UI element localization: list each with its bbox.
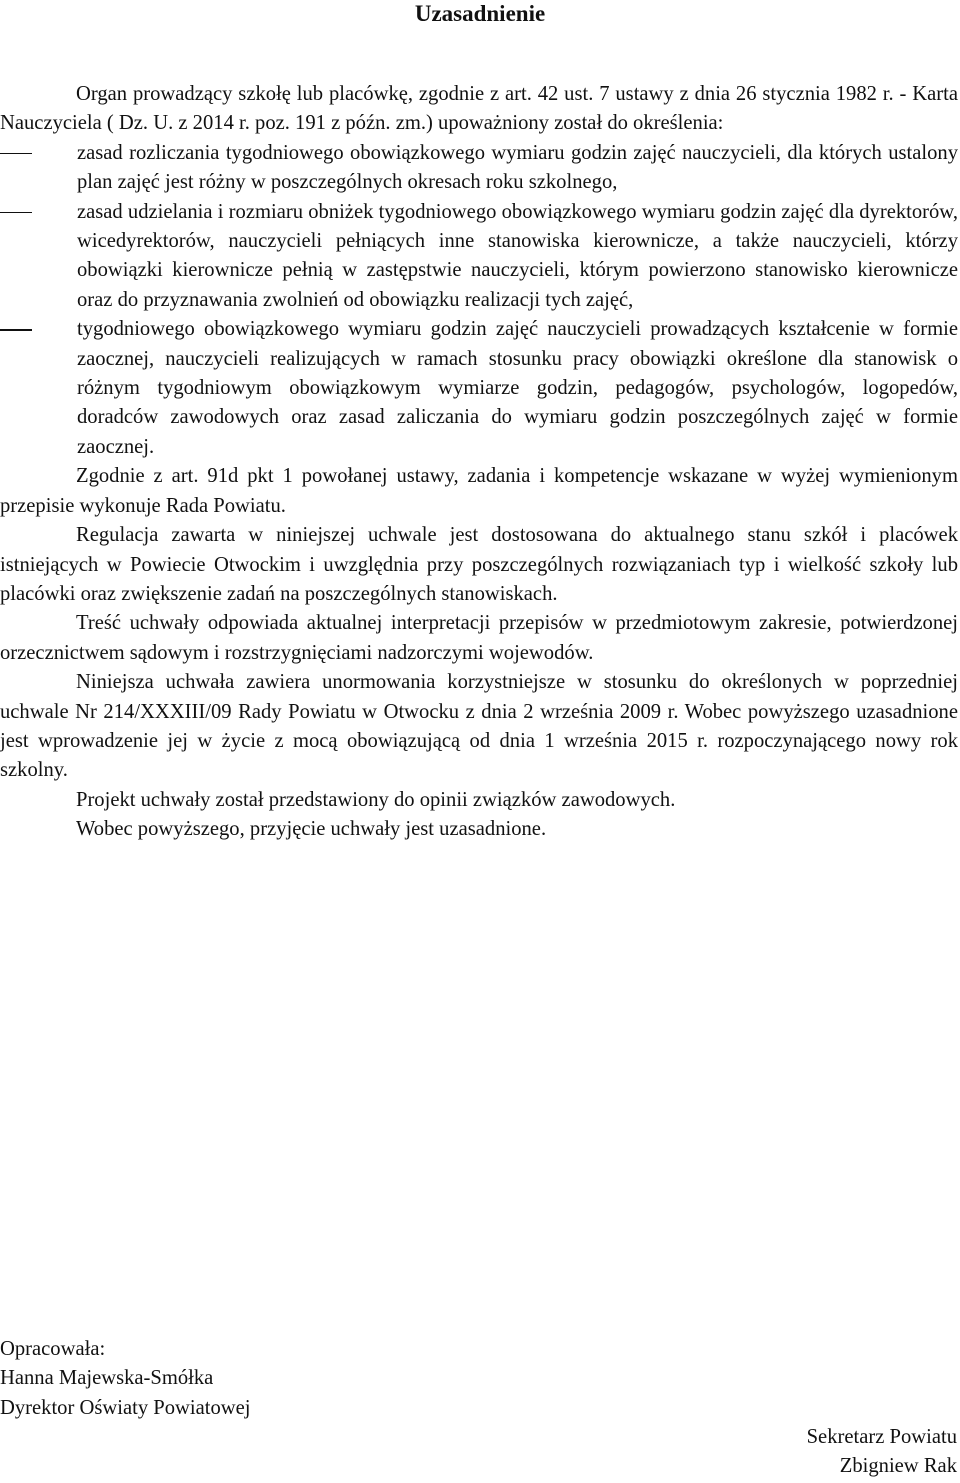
paragraph-legal-basis: Zgodnie z art. 91d pkt 1 powołanej ustawy, zadania i kompetencje wskazane w wyżej wymienionym przepisie wykonuje Rada Powiatu. (0, 465, 958, 517)
paragraph-interpretation: Treść uchwały odpowiada aktualnej interpretacji przepisów w przedmiotowym zakresie, potwierdzonej orzecznictwem sądowym i rozstrzygnięciami nadzorczymi wojewodów. (0, 612, 958, 664)
prepared-by-position: Dyrektor Oświaty Powiatowej (0, 1396, 251, 1419)
secretary-block (807, 1423, 957, 1482)
paragraph-conclusion: Wobec powyższego, przyjęcie uchwały jest uzasadnione. (76, 818, 547, 841)
list-item: zasad udzielania i rozmiaru obniżek tygodniowego obowiązkowego wymiaru godzin zajęć dla dyrektorów, wicedyrektorów, nauczycieli pełniących inne stanowiska kierownicze, a także nauczycieli, którzy obowiązki kierownicze pełnią w zastępstwie nauczycieli, którym powierzono stanowisko kierownicze oraz do przyznawania zwolnień od obowiązku realizacji tych zajęć, (77, 200, 958, 311)
paragraph-consultation: Projekt uchwały został przedstawiony do opinii związków zawodowych. (76, 788, 676, 811)
document-title: Uzasadnienie (414, 1, 546, 26)
prepared-by-name: Hanna Majewska-Smółka (0, 1367, 214, 1390)
prepared-by-block (0, 1335, 251, 1423)
secretary-position: Sekretarz Powiatu (806, 1426, 957, 1448)
list-item: zasad rozliczania tygodniowego obowiązkowego wymiaru godzin zajęć nauczycieli, dla których ustalony plan zajęć jest różny w poszczególnych okresach roku szkolnego, (77, 141, 958, 194)
paragraph-previous-resolution: Niniejsza uchwała zawiera unormowania korzystniejsze w stosunku do określonych w poprzedniej uchwale Nr 214/XXXIII/09 Rady Powiatu w Otwocku z dnia 2 września 2009 r. Wobec powyższego uzasadnione jest wprowadzenie jej w życie z mocą obowiązującą od dnia 1 września 2015 r. rozpoczynającego nowy rok szkolny. (0, 671, 958, 782)
secretary-name: Zbigniew Rak (839, 1455, 957, 1478)
list-item: tygodniowego obowiązkowego wymiaru godzin zajęć nauczycieli prowadzących kształcenie w formie zaocznej, nauczycieli realizujących w ramach stosunku pracy obowiązki określone dla stanowisk o różnym tygodniowym obowiązkowym wymiarze godzin, pedagogów, psychologów, logopedów, doradców zawodowych oraz zasad zaliczania do wymiaru godzin poszczególnych zajęć w formie zaocznej. (77, 318, 958, 458)
prepared-by-label: Opracowała: (0, 1338, 106, 1360)
intro-paragraph: Organ prowadzący szkołę lub placówkę, zgodnie z art. 42 ust. 7 ustawy z dnia 26 stycznia 1982 r. - Karta Nauczyciela ( Dz. U. z 2014 r. poz. 191 z późn. zm.) upoważniony został do określenia: (0, 83, 958, 135)
document-body (0, 80, 958, 845)
paragraph-regulation: Regulacja zawarta w niniejszej uchwale jest dostosowana do aktualnego stanu szkół i placówek istniejących w Powiecie Otwockim i uwzględnia przy poszczególnych rozwiązaniach typ i wielkość szkoły lub placówki oraz zwiększenie zadań na poszczególnych stanowiskach. (0, 524, 958, 605)
competence-list (0, 139, 958, 462)
